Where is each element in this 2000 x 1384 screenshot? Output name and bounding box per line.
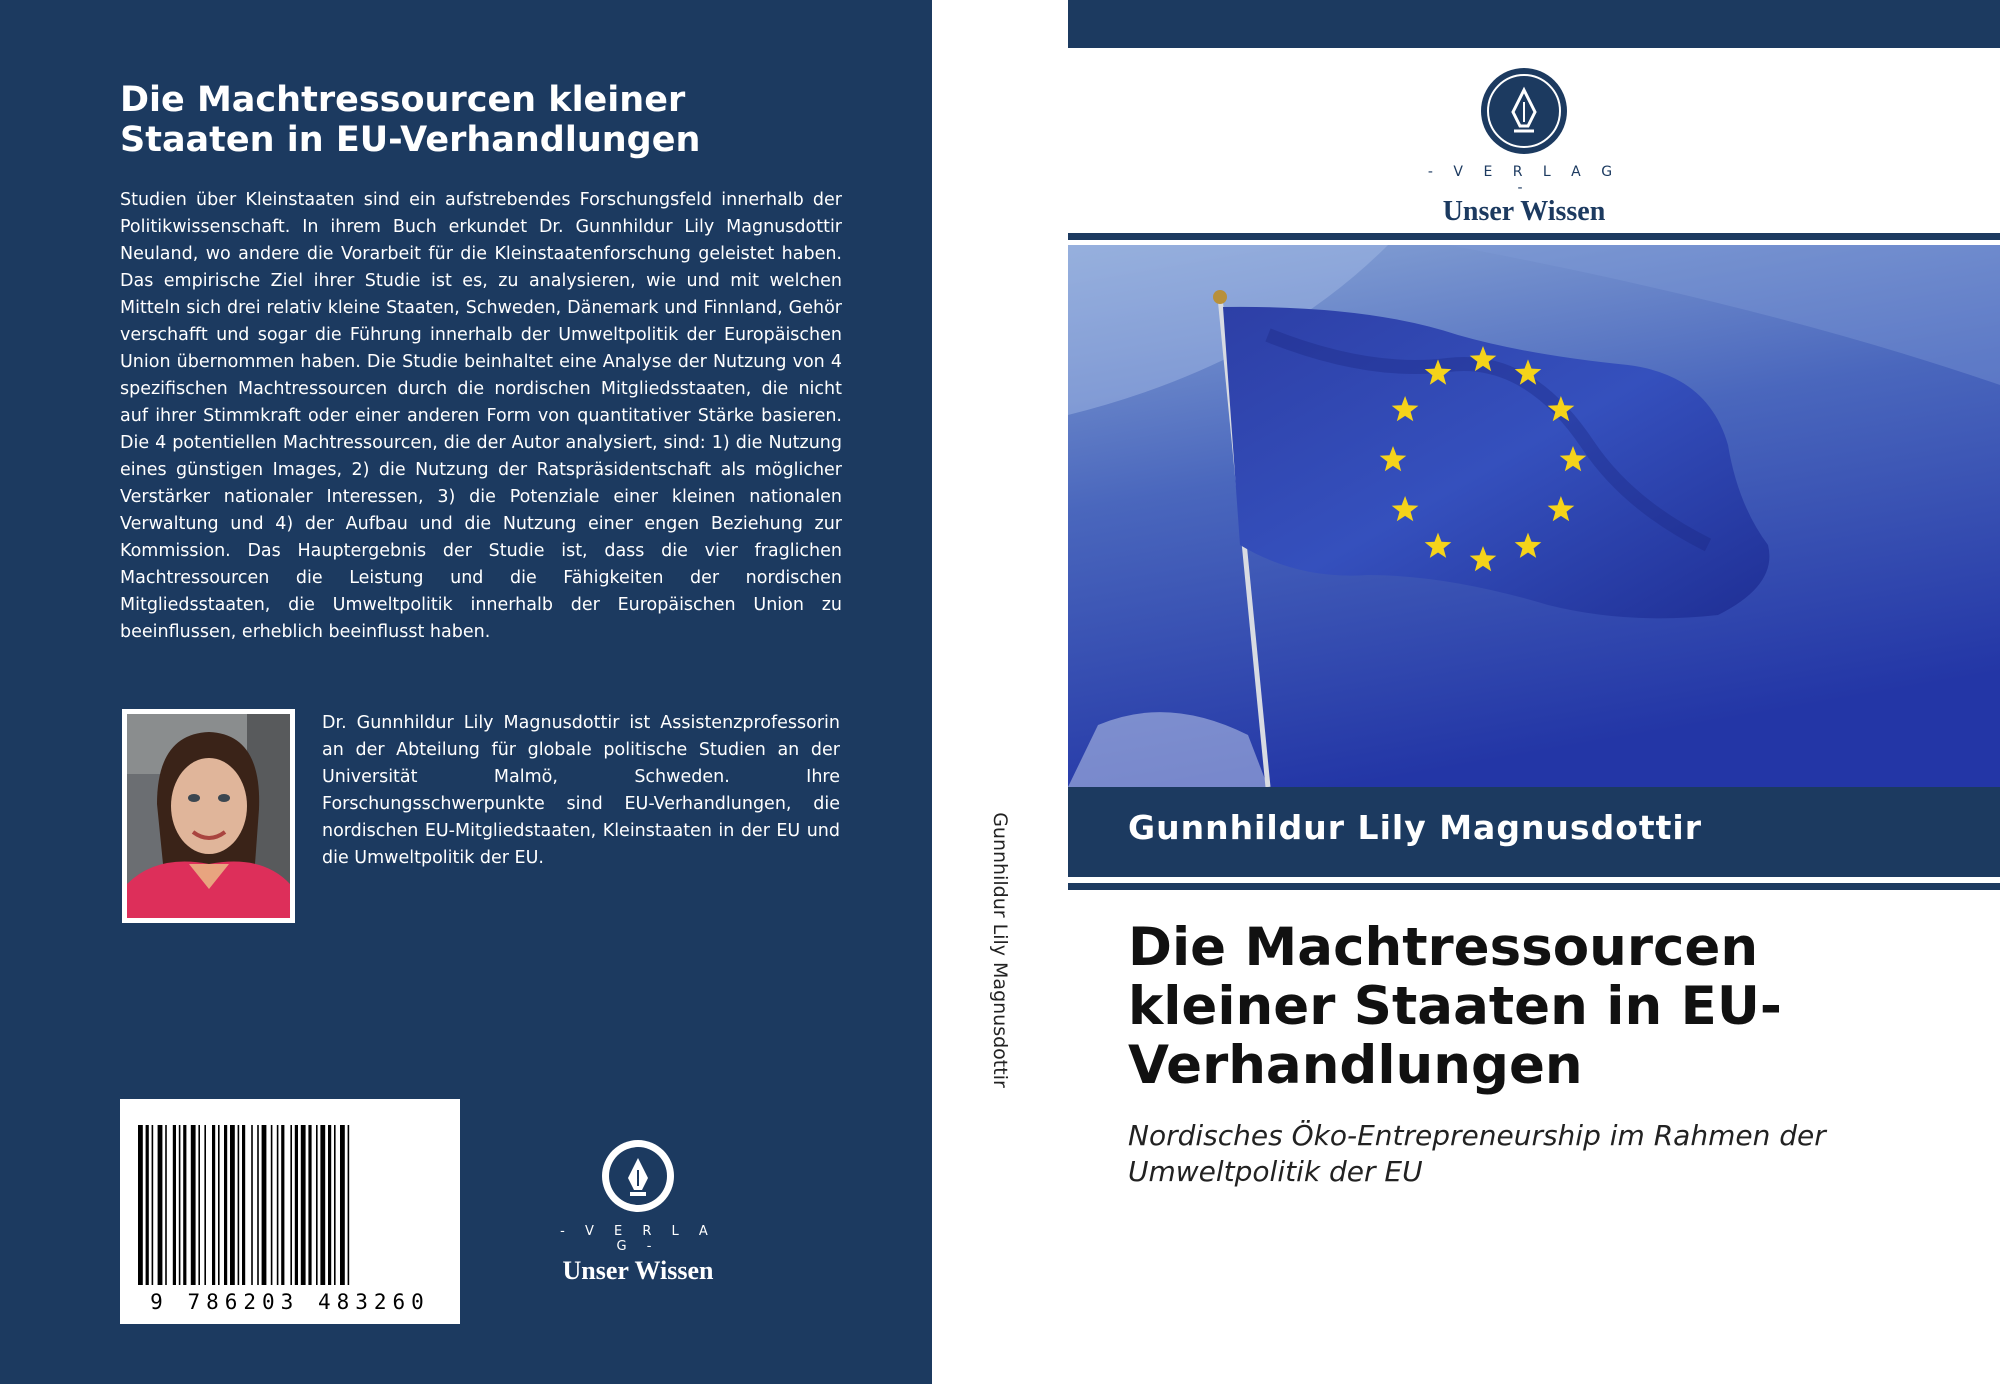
barcode-bar [165,1125,167,1285]
barcode-bar [204,1125,206,1285]
author-photo [122,709,295,923]
barcode-bar [179,1125,181,1285]
front-top-bar [1068,0,2000,48]
barcode-bar [230,1125,235,1285]
front-cover-title: Die Machtressourcen kleiner Staaten in EU-Verhandlungen [1128,917,1782,1096]
barcode-bar [158,1125,163,1285]
barcode-bar [295,1125,298,1285]
barcode-bar [340,1125,345,1285]
front-cover-subtitle: Nordisches Öko-Entrepreneurship im Rahmen der Umweltpolitik der EU [1128,1119,1826,1188]
barcode-bar [152,1125,154,1285]
front-publisher-logo [1426,68,1622,228]
barcode-bar [173,1125,176,1285]
front-logo-name: Unser Wissen [1442,196,1606,227]
divider-line [1068,233,2000,240]
barcode-bar [183,1125,186,1285]
barcode-bar [290,1125,292,1285]
front-author: Gunnhildur Lily Magnusdottir [1128,808,1702,847]
barcode-bar [308,1125,311,1285]
pen-nib-logo-icon [602,1140,674,1212]
barcode-bar [242,1125,245,1285]
barcode-bar [146,1125,149,1285]
front-logo-verlag: - V E R L A G - [1427,164,1621,196]
isbn-barcode [120,1099,460,1324]
spine-author: Gunnhildur Lily Magnusdottir [989,812,1011,1088]
barcode-bar [301,1125,306,1285]
barcode-bar [334,1125,336,1285]
barcode-bar [238,1125,240,1285]
barcode-bar [257,1125,259,1285]
barcode-bar [320,1125,325,1285]
divider-line [1068,883,2000,890]
author-portrait-image [127,714,290,918]
barcode-image [120,1099,460,1324]
back-logo-verlag: - V E R L A G - [560,1224,716,1254]
barcode-bar [281,1125,284,1285]
barcode-bar [328,1125,331,1285]
author-bio: Dr. Gunnhildur Lily Magnusdottir ist Assistenzprofessorin an der Abteilung für globale politische Studien an der Universität Malmö, Schweden. Ihre Forschungsschwerpunkte sind EU-Verhandlungen, die nordischen EU-Mitgliedstaaten, Kleinstaaten in der EU und die Umweltpolitik der EU. [322,713,840,868]
isbn-digits: 9 786203 483260 [150,1290,430,1314]
barcode-bar [316,1125,318,1285]
barcode-bar [198,1125,200,1285]
back-cover-title: Die Machtressourcen kleiner Staaten in EU-Verhandlungen [120,80,701,160]
barcode-bar [348,1125,350,1285]
barcode-bar [212,1125,215,1285]
barcode-bar [277,1125,279,1285]
back-logo-name: Unser Wissen [562,1256,714,1285]
back-publisher-logo [548,1140,728,1286]
pen-nib-logo-icon [1481,68,1567,154]
barcode-bar [218,1125,220,1285]
barcode-bar [224,1125,227,1285]
cover-image-eu-flag [1068,245,2000,787]
back-cover-blurb: Studien über Kleinstaaten sind ein aufstrebendes Forschungsfeld innerhalb der Politikwissenschaft. In ihrem Buch erkundet Dr. Gunnhildur Lily Magnusdottir Neuland, wo andere die Vorarbeit für die Kleinstaatenforschung geleistet haben. Das empirische Ziel ihrer Studie ist es, zu analysieren, wie und mit welchen Mitteln sich drei relativ kleine Staaten, Schweden, Dänemark und Finnland, Gehör verschafft und sogar die Führung innerhalb der Umweltpolitik der Europäischen Union übernommen haben. Die Studie beinhaltet eine Analyse der Nutzung von 4 spezifischen Machtressourcen durch die nordischen Mitgliedsstaaten, die nicht auf ihrer Stimmkraft oder einer anderen Form von quantitativer Stärke basieren. Die 4 potentiellen Machtressourcen, die der Autor analysiert, sind: 1) die Nutzung eines günstigen Images, 2) die Nutzung der Ratspräsidentschaft als möglicher Verstärker nationaler Interessen, 3) die Potenziale einer kleinen nationalen Verwaltung und 4) der Aufbau und die Nutzung einer engen Beziehung zur Kommission. Das Hauptergebnis der Studie ist, dass die vier fraglichen Machtressourcen die Leistung und die Fähigkeiten der nordischen Mitgliedsstaaten, die Umweltpolitik innerhalb der Europäischen Union zu beeinflussen, erheblich beeinflusst haben. [120,190,842,642]
eu-flag-image [1068,245,2000,787]
spine [932,0,1068,1384]
barcode-bar [138,1125,143,1285]
barcode-bar [191,1125,196,1285]
barcode-bar [251,1125,253,1285]
barcode-bar [271,1125,273,1285]
barcode-bar [262,1125,267,1285]
